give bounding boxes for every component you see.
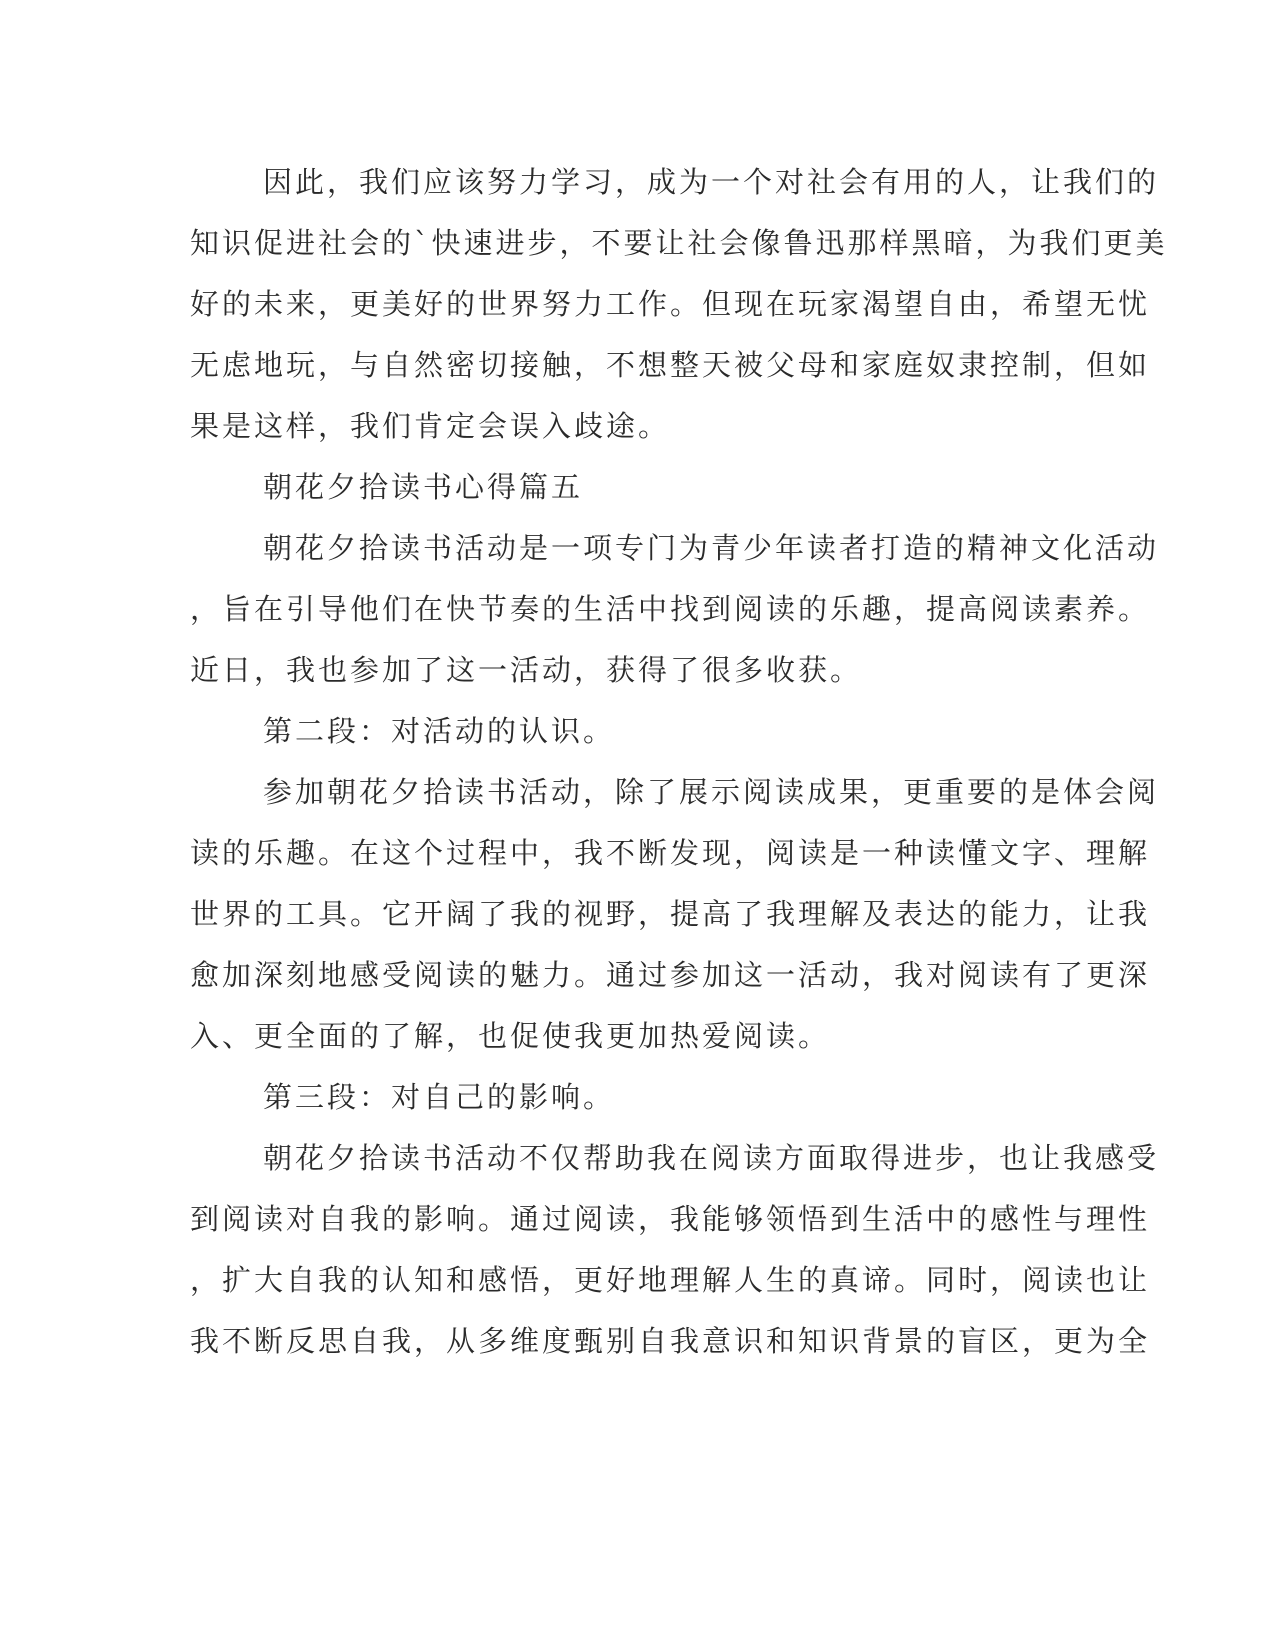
section-heading: 第二段：对活动的认识。 <box>263 714 616 748</box>
text-line: 我不断反思自我，从多维度甄别自我意识和知识背景的盲区，更为全 <box>190 1324 1151 1358</box>
section-heading: 朝花夕拾读书心得篇五 <box>263 470 584 504</box>
text-line: 朝花夕拾读书活动不仅帮助我在阅读方面取得进步，也让我感受 <box>263 1141 1160 1175</box>
text-line: 入、更全面的了解，也促使我更加热爱阅读。 <box>190 1019 831 1053</box>
text-line: 读的乐趣。在这个过程中，我不断发现，阅读是一种读懂文字、理解 <box>190 836 1151 870</box>
text-line: 无虑地玩，与自然密切接触，不想整天被父母和家庭奴隶控制，但如 <box>190 348 1151 382</box>
text-line: 参加朝花夕拾读书活动，除了展示阅读成果，更重要的是体会阅 <box>263 775 1160 809</box>
section-heading: 第三段：对自己的影响。 <box>263 1080 616 1114</box>
text-line: ，扩大自我的认知和感悟，更好地理解人生的真谛。同时，阅读也让 <box>190 1263 1151 1297</box>
text-line: 知识促进社会的`快速进步，不要让社会像鲁迅那样黑暗，为我们更美 <box>190 226 1168 260</box>
text-line: 果是这样，我们肯定会误入歧途。 <box>190 409 671 443</box>
text-line: 近日，我也参加了这一活动，获得了很多收获。 <box>190 653 863 687</box>
text-line: ，旨在引导他们在快节奏的生活中找到阅读的乐趣，提高阅读素养。 <box>190 592 1151 626</box>
text-line: 愈加深刻地感受阅读的魅力。通过参加这一活动，我对阅读有了更深 <box>190 958 1151 992</box>
text-line: 因此，我们应该努力学习，成为一个对社会有用的人，让我们的 <box>263 165 1160 199</box>
text-line: 世界的工具。它开阔了我的视野，提高了我理解及表达的能力，让我 <box>190 897 1151 931</box>
text-line: 好的未来，更美好的世界努力工作。但现在玩家渴望自由，希望无忧 <box>190 287 1151 321</box>
text-line: 到阅读对自我的影响。通过阅读，我能够领悟到生活中的感性与理性 <box>190 1202 1151 1236</box>
text-line: 朝花夕拾读书活动是一项专门为青少年读者打造的精神文化活动 <box>263 531 1160 565</box>
